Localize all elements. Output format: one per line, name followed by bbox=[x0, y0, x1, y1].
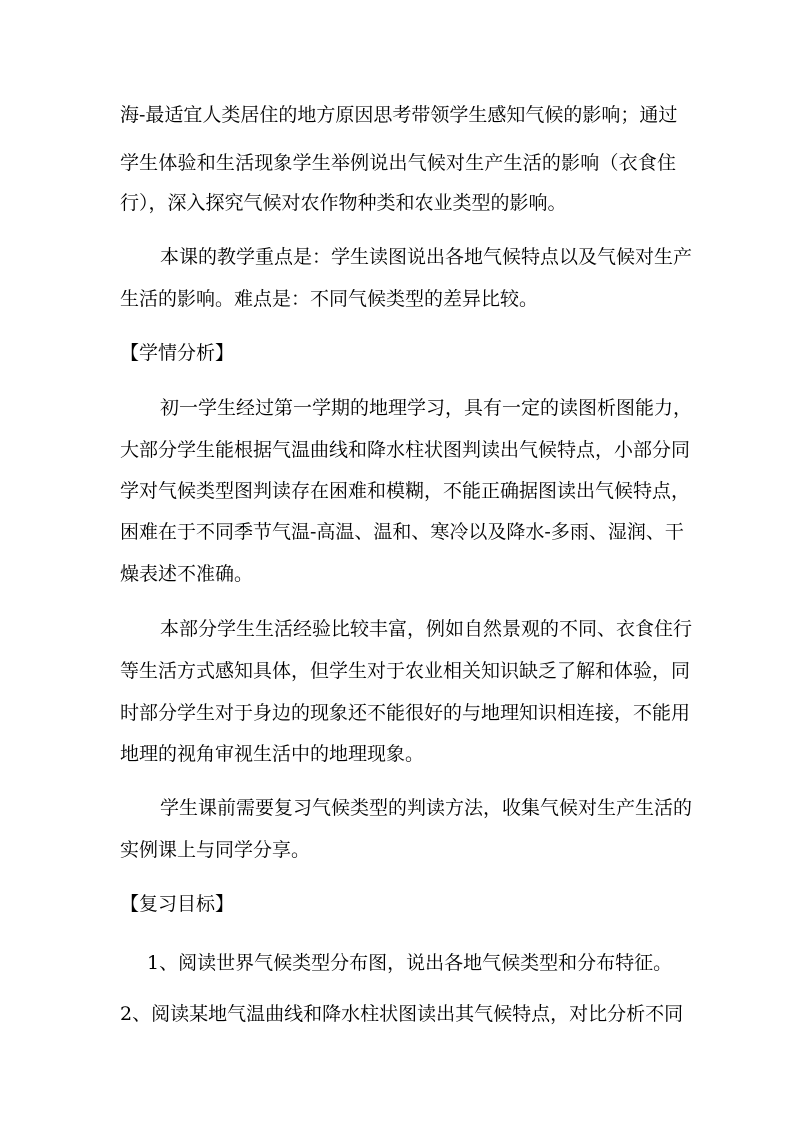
analysis-1-line-3: 学对气候类型图判读存在困难和模糊，不能正确据图读出气候特点， bbox=[120, 480, 691, 502]
analysis-1-line-4: 困难在于不同季节气温-高温、温和、寒冷以及降水-多雨、湿润、干 bbox=[120, 521, 684, 543]
intro-line-3: 行），深入探究气候对农作物种类和农业类型的影响。 bbox=[120, 192, 567, 214]
key-points-line-1: 本课的教学重点是：学生读图说出各地气候特点以及气候对生产 bbox=[160, 246, 693, 268]
analysis-1-line-1: 初一学生经过第一学期的地理学习，具有一定的读图析图能力， bbox=[160, 397, 693, 419]
analysis-3-line-1: 学生课前需要复习气候类型的判读方法，收集气候对生产生活的 bbox=[160, 797, 693, 819]
analysis-2-line-2: 等生活方式感知具体，但学生对于农业相关知识缺乏了解和体验，同 bbox=[120, 660, 691, 682]
section-heading-learning-analysis: 【学情分析】 bbox=[120, 342, 235, 364]
intro-line-2: 学生体验和生活现象学生举例说出气候对生产生活的影响（衣食住 bbox=[120, 152, 676, 174]
analysis-1-line-5: 燥表述不准确。 bbox=[120, 563, 254, 585]
goal-1-line: 1、阅读世界气候类型分布图，说出各地气候类型和分布特征。 bbox=[147, 952, 673, 974]
intro-line-1: 海-最适宜人类居住的地方原因思考带领学生感知气候的影响；通过 bbox=[120, 104, 678, 126]
analysis-2-line-4: 地理的视角审视生活中的地理现象。 bbox=[120, 743, 425, 765]
key-points-line-2: 生活的影响。难点是：不同气候类型的差异比较。 bbox=[120, 288, 539, 310]
analysis-2-line-3: 时部分学生对于身边的现象还不能很好的与地理知识相连接，不能用 bbox=[120, 702, 691, 724]
goal-2-line: 2、阅读某地气温曲线和降水柱状图读出其气候特点，对比分析不同 bbox=[120, 1003, 684, 1025]
analysis-1-line-2: 大部分学生能根据气温曲线和降水柱状图判读出气候特点，小部分同 bbox=[120, 439, 691, 461]
section-heading-review-goals: 【复习目标】 bbox=[120, 893, 235, 915]
analysis-3-line-2: 实例课上与同学分享。 bbox=[120, 839, 311, 861]
analysis-2-line-1: 本部分学生生活经验比较丰富，例如自然景观的不同、衣食住行 bbox=[160, 618, 693, 640]
